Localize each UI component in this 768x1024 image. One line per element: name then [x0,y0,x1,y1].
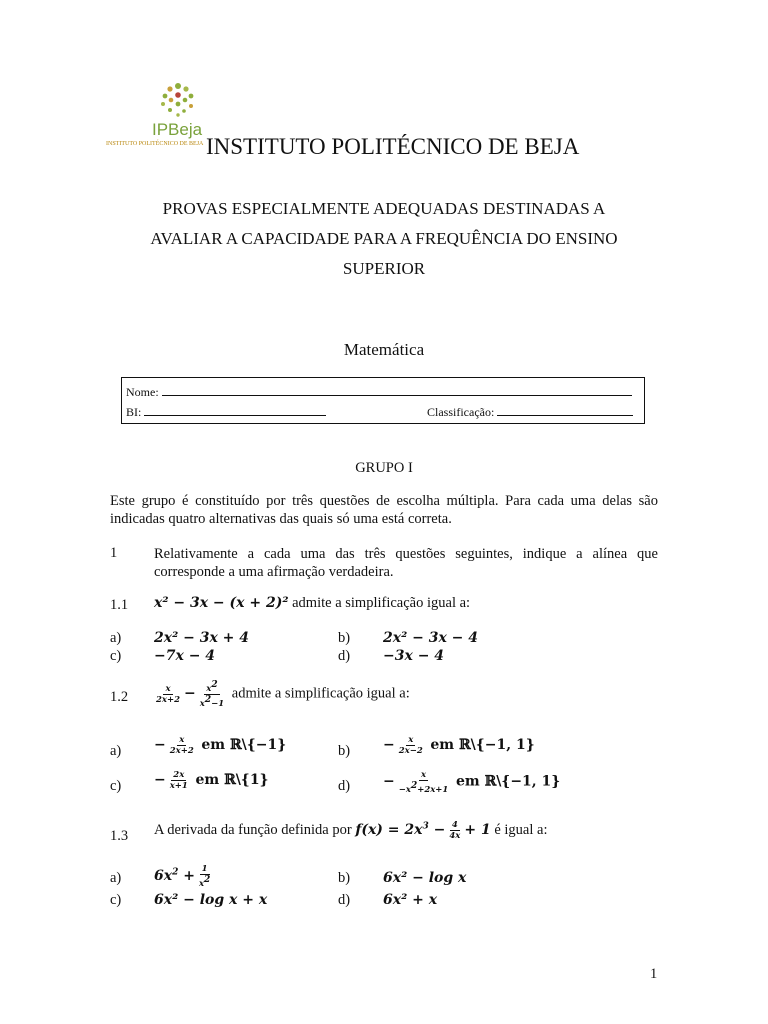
question-1-3-number: 1.3 [110,828,129,844]
option-value: 2x² − 3x − 4 [383,630,479,646]
option-domain: em ℝ\{−1, 1} [430,736,535,753]
fraction: $\frac{4}{4x}$ [449,820,461,841]
name-label: Nome: [126,385,159,399]
question-1-1-prompt: admite a simplificação igual a: [292,595,471,611]
option-value: − $\frac{x}{-x^2+2x+1}$ em ℝ\{−1, 1} [383,770,561,795]
question-1-1-text [154,595,470,612]
option-1-1-c[interactable] [110,648,216,665]
option-1-2-c[interactable] [110,770,269,795]
option-label: a) [110,743,122,759]
option-value: $6x^2$ + $\frac{1}{x^2}$ [154,864,211,889]
logo [106,82,206,162]
grade-row [427,404,633,420]
question-1-1-expression: x² − 3x − (x + 2)² [154,595,289,611]
institution-title: INSTITUTO POLITÉCNICO DE BEJA [206,134,580,159]
group-title: GRUPO I [355,460,413,476]
option-label: d) [338,892,351,908]
option-1-3-a[interactable] [110,864,211,889]
option-value: 6x² + x [383,892,438,908]
option-1-1-a[interactable] [110,630,250,647]
option-label: b) [338,743,351,759]
option-value: − $\frac{2x}{x+1}$ em ℝ\{1} [154,770,269,791]
option-domain: em ℝ\{−1, 1} [455,773,561,790]
option-label: c) [110,778,122,794]
grade-field[interactable] [497,404,633,416]
option-1-1-b[interactable] [338,630,479,647]
exam-title-line1: PROVAS ESPECIALMENTE ADEQUADAS DESTINADAS A [162,199,606,218]
option-label: b) [338,870,351,886]
question-1-3-text: A derivada da função definida por $f(x) = 2x^3$ − $\frac{4}{4x}$ + 1 é igual a: [154,820,548,841]
fraction: $\frac{x}{2x+2}$ [156,683,181,705]
bi-row [126,404,326,420]
logo-subtitle: INSTITUTO POLITÉCNICO DE BEJA [106,141,204,147]
option-1-3-d[interactable] [338,892,438,909]
logo-brand: IPBeja [152,120,203,139]
fraction: $\frac{1}{x^2}$ [198,864,211,889]
option-1-2-d[interactable] [338,770,561,795]
fraction: $\frac{2x}{x+1}$ [169,770,188,791]
student-info-box [121,377,645,424]
option-value: − $\frac{x}{2x-2}$ em ℝ\{−1, 1} [383,735,535,756]
question-1-3-prompt-after: é igual a: [494,821,548,838]
group-intro: Este grupo é constituído por três questões de escolha múltipla. Para cada uma delas são indicadas quatro alternativas das quais só uma está correta. [110,493,658,527]
page-number: 1 [650,966,658,982]
question-1-number: 1 [110,545,118,561]
question-1-text: Relativamente a cada uma das três questões seguintes, indique a alínea que corresponde a uma afirmação verdadeira. [154,546,658,580]
question-1-1-number: 1.1 [110,597,129,613]
subject-title: Matemática [343,340,425,359]
exam-title-line2: AVALIAR A CAPACIDADE PARA A FREQUÊNCIA DO ENSINO [150,229,618,248]
option-1-3-c[interactable] [110,892,268,909]
option-value: 6x² − log x + x [154,892,268,908]
option-domain: em ℝ\{−1} [201,736,287,753]
logo-dots-icon [158,82,198,122]
option-1-2-b[interactable] [338,735,535,760]
option-value: 2x² − 3x + 4 [154,630,250,646]
option-value: − $\frac{x}{2x+2}$ em ℝ\{−1} [154,735,287,756]
option-value: 6x² − log x [383,870,467,886]
option-label: c) [110,892,122,908]
question-1-3-prompt-before: A derivada da função definida por [154,821,352,838]
option-1-2-a[interactable] [110,735,287,760]
bi-field[interactable] [144,404,326,416]
option-value: −3x − 4 [383,648,445,664]
option-label: d) [338,648,351,664]
option-label: a) [110,630,122,646]
option-1-1-d[interactable] [338,648,445,665]
exam-title-line3: SUPERIOR [342,259,426,278]
option-domain: em ℝ\{1} [195,771,269,788]
option-label: c) [110,648,122,664]
option-value: −7x − 4 [154,648,216,664]
fraction: $\frac{x}{2x-2}$ [398,735,423,756]
fraction: $\frac{x}{-x^2+2x+1}$ [398,770,449,795]
question-1-2-number: 1.2 [110,689,129,705]
option-1-3-b[interactable] [338,870,467,887]
grade-label: Classificação: [427,405,495,419]
option-label: d) [338,778,351,794]
bi-label: BI: [126,405,142,419]
fraction: $\frac{x^2}{x^2-1}$ [199,680,225,709]
question-1-2-prompt: admite a simplificação igual a: [231,685,410,702]
name-row [126,384,632,400]
option-label: b) [338,630,351,646]
name-field[interactable] [162,384,632,396]
option-label: a) [110,870,122,886]
question-1-2-text: $\frac{x}{2x+2}$ − $\frac{x^2}{x^2-1}$ admite a simplificação igual a: [156,680,410,709]
fraction: $\frac{x}{2x+2}$ [169,735,194,756]
